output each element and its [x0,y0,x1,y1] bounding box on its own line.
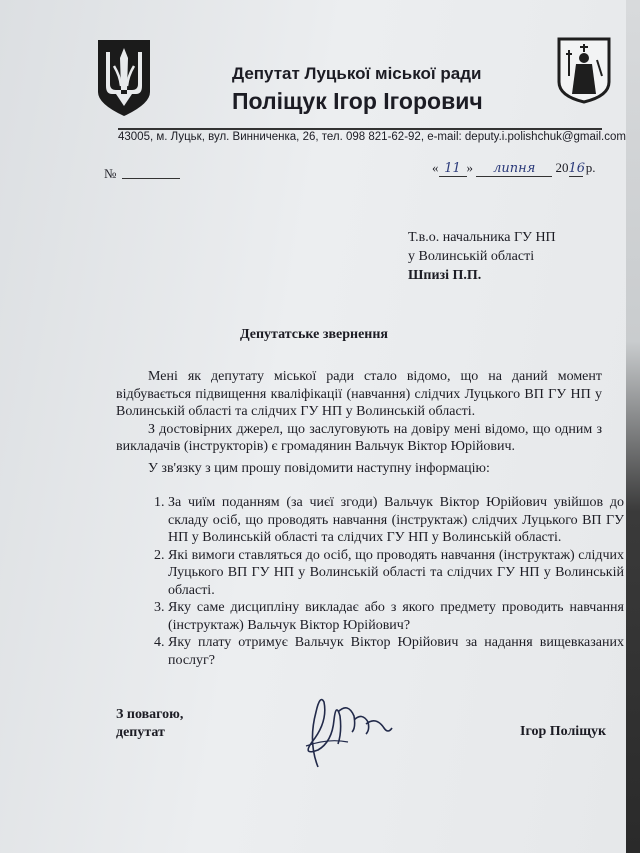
date-open-quote: « [432,160,439,175]
letter-subject: Депутатське звернення [239,327,389,342]
addressee-block [408,228,556,285]
closing-regards: З повагою, [116,707,184,722]
questions-list [146,494,624,669]
date-year-suffix: 16 [568,161,586,176]
background-edge [626,0,640,853]
closing-title: депутат [116,725,165,740]
date-day: 11 [439,161,467,177]
handwritten-signature [288,672,398,772]
trident-emblem-icon [94,38,154,118]
date-year-unit: р. [585,160,596,175]
letter-body [116,368,602,456]
question-item: 2. Які вимоги ставляться до осіб, що проводять навчання (інструктаж) слідчих Луцького ВП ГУ НП у Волинській області та слідчих ГУ НП у Волинській області. [168,547,624,600]
body-paragraph-1: Мені як депутату міської ради стало відомо, що на даний момент відбувається підвищення кваліфікації (навчання) слідчих Луцького ВП ГУ НП у Волинській області та слідчих ГУ НП у Волинській області. [116,369,602,419]
signer-name: Ігор Поліщук [520,724,607,739]
addressee-position: Т.в.о. начальника ГУ НП [408,230,556,245]
header-title-line2: Поліщук Ігор Ігорович [232,88,483,114]
date-year-prefix: 20 [555,160,569,175]
closing-block [116,706,183,742]
header-title-line1: Депутат Луцької міської ради [232,64,482,83]
outgoing-number-label: № [104,166,117,181]
header-divider [118,128,602,130]
question-item: 4. Яку плату отримує Вальчук Віктор Юрійович за надання вищевказаних послуг? [168,634,624,669]
addressee-name: Шпизі П.П. [408,268,482,283]
body-paragraph-2: З достовірних джерел, що заслуговують на довіру мені відомо, що одним з викладачів (інструкторів) є громадянин Вальчук Віктор Юрійович. [116,421,602,454]
header-address: 43005, м. Луцьк, вул. Винниченка, 26, тел. 098 821-62-92, e-mail: deputy.i.polishchuk@gmail.com [118,131,626,143]
request-intro: У зв'язку з цим прошу повідомити наступну інформацію: [148,461,490,476]
question-item: 3. Яку саме дисципліну викладає або з якого предмету проводить навчання (інструктаж) Вальчук Віктор Юрійович? [168,599,624,634]
question-item: 1. За чиїм поданням (за чиєї згоди) Вальчук Віктор Юрійович увійшов до складу осіб, що проводять навчання (інструктаж) слідчих Луцького ВП ГУ НП у Волинській області та слідчих ГУ НП у Волинській області. [168,494,624,547]
letter-date [432,160,596,177]
date-close-quote: » [466,160,473,175]
lutsk-coat-of-arms-icon [556,36,612,104]
addressee-region: у Волинській області [408,249,535,264]
outgoing-number-blank [122,178,180,179]
date-month: липня [476,161,552,177]
